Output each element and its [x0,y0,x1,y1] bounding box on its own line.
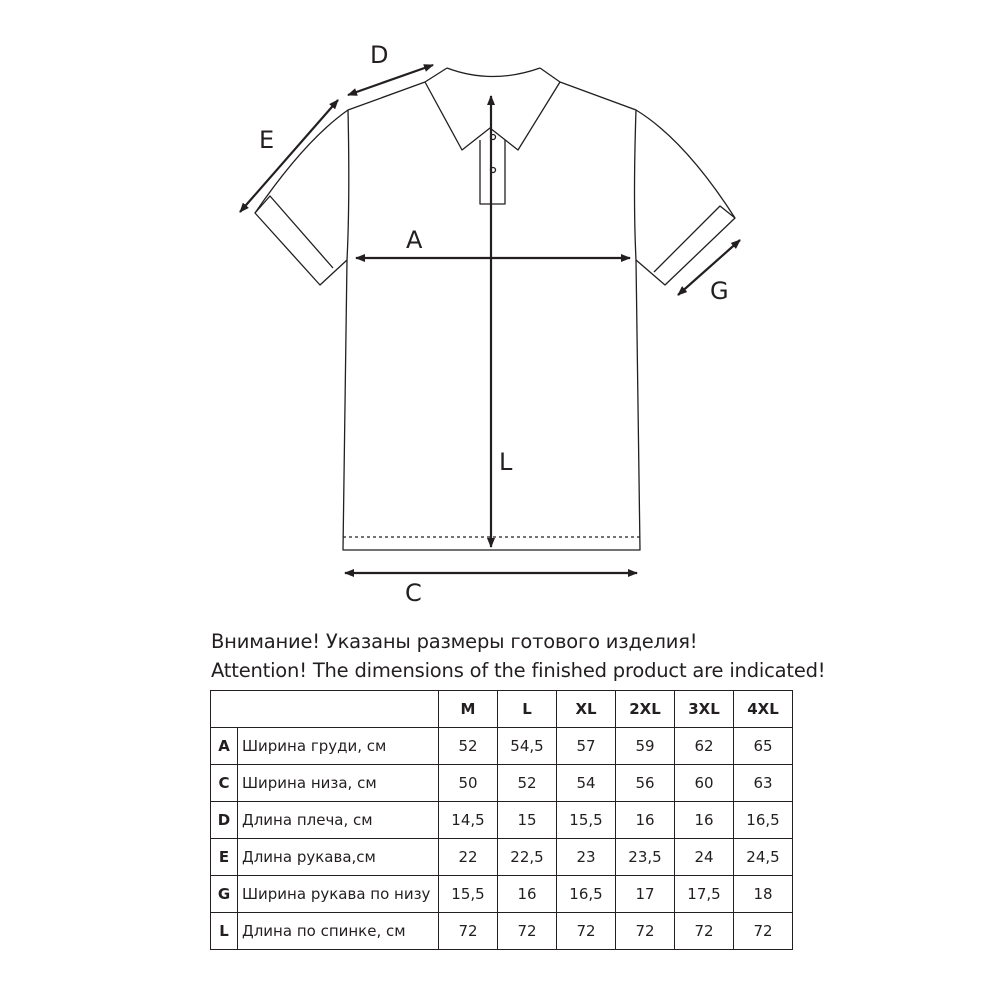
table-cell: 15,5 [439,876,498,913]
table-cell: 22 [439,839,498,876]
arrow-e [240,100,338,212]
arrow-g [678,240,740,295]
table-cell: 14,5 [439,802,498,839]
row-code: G [211,876,238,913]
label-d: D [370,41,389,69]
table-cell: 59 [616,728,675,765]
table-row [211,913,793,950]
row-description: Ширина рукава по низу [238,876,439,913]
size-header: 4XL [734,691,793,728]
table-cell: 54 [557,765,616,802]
table-cell: 16 [616,802,675,839]
table-cell: 16 [498,876,557,913]
table-cell: 52 [439,728,498,765]
dimension-arrows [240,65,740,573]
table-cell: 62 [675,728,734,765]
table-cell: 72 [498,913,557,950]
table-cell: 63 [734,765,793,802]
table-cell: 60 [675,765,734,802]
table-cell: 23 [557,839,616,876]
size-header-row [211,691,793,728]
table-row [211,765,793,802]
table-cell: 24 [675,839,734,876]
table-cell: 16,5 [557,876,616,913]
row-description: Ширина груди, см [238,728,439,765]
size-table [210,690,793,950]
table-row [211,802,793,839]
arrow-d [348,65,433,95]
table-cell: 72 [439,913,498,950]
label-g: G [710,277,729,305]
table-cell: 16 [675,802,734,839]
label-a: A [406,226,423,254]
table-cell: 54,5 [498,728,557,765]
row-code: L [211,913,238,950]
table-cell: 23,5 [616,839,675,876]
table-cell: 15,5 [557,802,616,839]
table-cell: 17,5 [675,876,734,913]
row-code: C [211,765,238,802]
row-description: Длина плеча, см [238,802,439,839]
table-row [211,839,793,876]
header-corner-cell [211,691,439,728]
table-cell: 72 [734,913,793,950]
table-cell: 18 [734,876,793,913]
table-cell: 22,5 [498,839,557,876]
size-header: XL [557,691,616,728]
size-header: 2XL [616,691,675,728]
label-l: L [499,448,513,476]
table-cell: 72 [675,913,734,950]
table-cell: 72 [616,913,675,950]
table-cell: 15 [498,802,557,839]
row-description: Длина рукава,см [238,839,439,876]
row-code: A [211,728,238,765]
table-cell: 65 [734,728,793,765]
table-row [211,876,793,913]
table-cell: 56 [616,765,675,802]
table-cell: 50 [439,765,498,802]
table-row [211,728,793,765]
size-header: L [498,691,557,728]
size-header: 3XL [675,691,734,728]
size-header: M [439,691,498,728]
row-code: E [211,839,238,876]
row-description: Длина по спинке, см [238,913,439,950]
table-cell: 57 [557,728,616,765]
notice-en: Attention! The dimensions of the finished product are indicated! [211,659,826,682]
polo-shirt-outline [255,68,735,550]
table-cell: 17 [616,876,675,913]
table-cell: 24,5 [734,839,793,876]
label-e: E [259,126,275,154]
table-cell: 52 [498,765,557,802]
table-cell: 16,5 [734,802,793,839]
label-c: C [405,579,422,607]
row-code: D [211,802,238,839]
notice-ru: Внимание! Указаны размеры готового изделия! [211,630,698,653]
row-description: Ширина низа, см [238,765,439,802]
table-cell: 72 [557,913,616,950]
